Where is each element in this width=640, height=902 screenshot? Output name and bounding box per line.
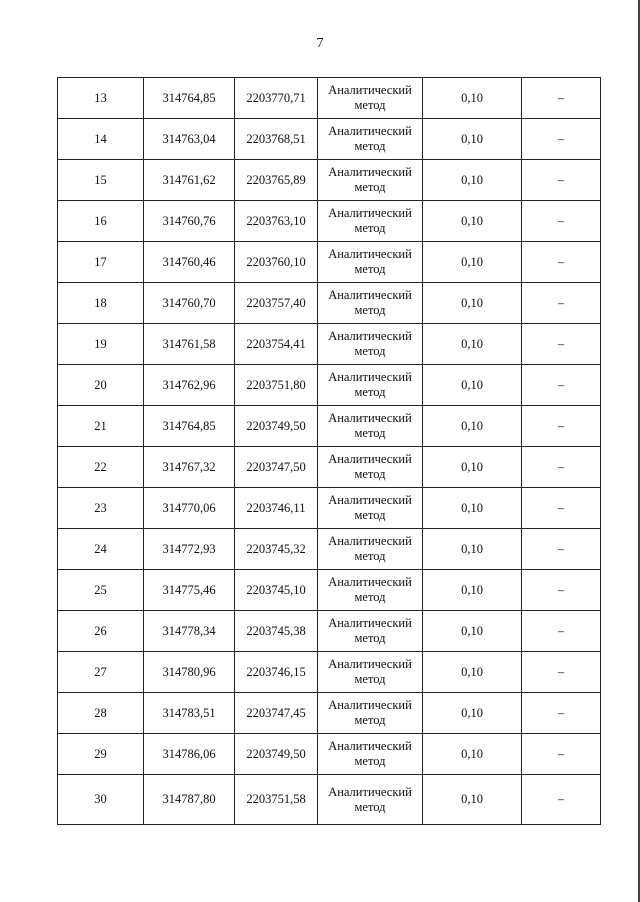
accuracy-cell: 0,10 bbox=[423, 160, 522, 201]
note-cell: – bbox=[522, 652, 601, 693]
method-line-1: Аналитический bbox=[328, 616, 412, 630]
point-number-cell: 27 bbox=[58, 652, 144, 693]
point-number-cell: 13 bbox=[58, 78, 144, 119]
point-number-cell: 30 bbox=[58, 775, 144, 825]
table-row bbox=[58, 242, 601, 283]
note-cell: – bbox=[522, 119, 601, 160]
method-line-1: Аналитический bbox=[328, 247, 412, 261]
page-number: 7 bbox=[316, 36, 324, 51]
method-cell bbox=[318, 160, 423, 201]
note-cell: – bbox=[522, 406, 601, 447]
note-cell: – bbox=[522, 529, 601, 570]
method-line-2: метод bbox=[354, 590, 386, 604]
point-number-cell: 19 bbox=[58, 324, 144, 365]
accuracy-cell: 0,10 bbox=[423, 611, 522, 652]
method-line-2: метод bbox=[354, 139, 386, 153]
method-line-2: метод bbox=[354, 262, 386, 276]
accuracy-cell: 0,10 bbox=[423, 734, 522, 775]
y-coordinate-cell: 2203749,50 bbox=[235, 406, 318, 447]
method-cell bbox=[318, 488, 423, 529]
x-coordinate-cell: 314780,96 bbox=[144, 652, 235, 693]
method-line-1: Аналитический bbox=[328, 534, 412, 548]
accuracy-cell: 0,10 bbox=[423, 529, 522, 570]
table-row bbox=[58, 365, 601, 406]
method-line-2: метод bbox=[354, 426, 386, 440]
method-line-1: Аналитический bbox=[328, 493, 412, 507]
point-number-cell: 24 bbox=[58, 529, 144, 570]
method-cell bbox=[318, 201, 423, 242]
x-coordinate-cell: 314764,85 bbox=[144, 406, 235, 447]
note-cell: – bbox=[522, 201, 601, 242]
accuracy-cell: 0,10 bbox=[423, 693, 522, 734]
point-number-cell: 25 bbox=[58, 570, 144, 611]
note-cell: – bbox=[522, 365, 601, 406]
method-line-2: метод bbox=[354, 180, 386, 194]
x-coordinate-cell: 314787,80 bbox=[144, 775, 235, 825]
method-cell bbox=[318, 119, 423, 160]
table-row bbox=[58, 78, 601, 119]
x-coordinate-cell: 314760,46 bbox=[144, 242, 235, 283]
accuracy-cell: 0,10 bbox=[423, 242, 522, 283]
x-coordinate-cell: 314786,06 bbox=[144, 734, 235, 775]
method-line-1: Аналитический bbox=[328, 575, 412, 589]
x-coordinate-cell: 314763,04 bbox=[144, 119, 235, 160]
note-cell: – bbox=[522, 570, 601, 611]
accuracy-cell: 0,10 bbox=[423, 201, 522, 242]
accuracy-cell: 0,10 bbox=[423, 119, 522, 160]
y-coordinate-cell: 2203746,11 bbox=[235, 488, 318, 529]
point-number-cell: 26 bbox=[58, 611, 144, 652]
table-row bbox=[58, 652, 601, 693]
x-coordinate-cell: 314775,46 bbox=[144, 570, 235, 611]
accuracy-cell: 0,10 bbox=[423, 365, 522, 406]
method-cell bbox=[318, 324, 423, 365]
method-line-1: Аналитический bbox=[328, 657, 412, 671]
method-cell bbox=[318, 652, 423, 693]
method-cell bbox=[318, 447, 423, 488]
x-coordinate-cell: 314783,51 bbox=[144, 693, 235, 734]
note-cell: – bbox=[522, 78, 601, 119]
x-coordinate-cell: 314762,96 bbox=[144, 365, 235, 406]
method-line-2: метод bbox=[354, 549, 386, 563]
method-line-1: Аналитический bbox=[328, 370, 412, 384]
y-coordinate-cell: 2203763,10 bbox=[235, 201, 318, 242]
accuracy-cell: 0,10 bbox=[423, 447, 522, 488]
table-row bbox=[58, 488, 601, 529]
note-cell: – bbox=[522, 242, 601, 283]
method-cell bbox=[318, 529, 423, 570]
accuracy-cell: 0,10 bbox=[423, 652, 522, 693]
accuracy-cell: 0,10 bbox=[423, 406, 522, 447]
method-line-1: Аналитический bbox=[328, 784, 412, 799]
method-line-2: метод bbox=[354, 385, 386, 399]
y-coordinate-cell: 2203757,40 bbox=[235, 283, 318, 324]
point-number-cell: 16 bbox=[58, 201, 144, 242]
table-row bbox=[58, 447, 601, 488]
method-line-2: метод bbox=[354, 754, 386, 768]
method-line-1: Аналитический bbox=[328, 165, 412, 179]
method-line-2: метод bbox=[354, 631, 386, 645]
method-cell bbox=[318, 406, 423, 447]
y-coordinate-cell: 2203751,80 bbox=[235, 365, 318, 406]
method-line-1: Аналитический bbox=[328, 739, 412, 753]
method-line-1: Аналитический bbox=[328, 411, 412, 425]
method-line-2: метод bbox=[354, 344, 386, 358]
y-coordinate-cell: 2203765,89 bbox=[235, 160, 318, 201]
note-cell: – bbox=[522, 283, 601, 324]
x-coordinate-cell: 314772,93 bbox=[144, 529, 235, 570]
accuracy-cell: 0,10 bbox=[423, 78, 522, 119]
y-coordinate-cell: 2203760,10 bbox=[235, 242, 318, 283]
method-line-2: метод bbox=[354, 467, 386, 481]
table-row bbox=[58, 324, 601, 365]
table-row bbox=[58, 160, 601, 201]
point-number-cell: 23 bbox=[58, 488, 144, 529]
accuracy-cell: 0,10 bbox=[423, 283, 522, 324]
note-cell: – bbox=[522, 160, 601, 201]
method-line-2: метод bbox=[354, 713, 386, 727]
y-coordinate-cell: 2203747,50 bbox=[235, 447, 318, 488]
note-cell: – bbox=[522, 734, 601, 775]
x-coordinate-cell: 314767,32 bbox=[144, 447, 235, 488]
point-number-cell: 18 bbox=[58, 283, 144, 324]
point-number-cell: 28 bbox=[58, 693, 144, 734]
y-coordinate-cell: 2203745,38 bbox=[235, 611, 318, 652]
method-line-1: Аналитический bbox=[328, 83, 412, 97]
table-row bbox=[58, 693, 601, 734]
y-coordinate-cell: 2203746,15 bbox=[235, 652, 318, 693]
method-cell bbox=[318, 693, 423, 734]
note-cell: – bbox=[522, 324, 601, 365]
table-row bbox=[58, 283, 601, 324]
x-coordinate-cell: 314764,85 bbox=[144, 78, 235, 119]
x-coordinate-cell: 314778,34 bbox=[144, 611, 235, 652]
coordinates-table-body bbox=[58, 78, 601, 825]
method-cell bbox=[318, 365, 423, 406]
note-cell: – bbox=[522, 775, 601, 825]
method-cell bbox=[318, 283, 423, 324]
accuracy-cell: 0,10 bbox=[423, 324, 522, 365]
method-line-1: Аналитический bbox=[328, 206, 412, 220]
point-number-cell: 15 bbox=[58, 160, 144, 201]
method-cell bbox=[318, 734, 423, 775]
point-number-cell: 14 bbox=[58, 119, 144, 160]
x-coordinate-cell: 314760,70 bbox=[144, 283, 235, 324]
table-row bbox=[58, 406, 601, 447]
y-coordinate-cell: 2203768,51 bbox=[235, 119, 318, 160]
point-number-cell: 29 bbox=[58, 734, 144, 775]
y-coordinate-cell: 2203747,45 bbox=[235, 693, 318, 734]
method-cell bbox=[318, 775, 423, 825]
y-coordinate-cell: 2203751,58 bbox=[235, 775, 318, 825]
note-cell: – bbox=[522, 611, 601, 652]
method-line-2: метод bbox=[354, 303, 386, 317]
method-line-1: Аналитический bbox=[328, 452, 412, 466]
y-coordinate-cell: 2203749,50 bbox=[235, 734, 318, 775]
table-row bbox=[58, 775, 601, 825]
point-number-cell: 22 bbox=[58, 447, 144, 488]
table-row bbox=[58, 570, 601, 611]
x-coordinate-cell: 314760,76 bbox=[144, 201, 235, 242]
table-row bbox=[58, 119, 601, 160]
method-line-2: метод bbox=[354, 98, 386, 112]
method-cell bbox=[318, 78, 423, 119]
point-number-cell: 20 bbox=[58, 365, 144, 406]
method-line-2: метод bbox=[354, 799, 386, 814]
x-coordinate-cell: 314761,58 bbox=[144, 324, 235, 365]
method-line-2: метод bbox=[354, 221, 386, 235]
method-line-2: метод bbox=[354, 672, 386, 686]
point-number-cell: 17 bbox=[58, 242, 144, 283]
table-row bbox=[58, 529, 601, 570]
method-line-1: Аналитический bbox=[328, 698, 412, 712]
coordinates-table bbox=[57, 77, 601, 825]
note-cell: – bbox=[522, 447, 601, 488]
note-cell: – bbox=[522, 488, 601, 529]
y-coordinate-cell: 2203745,32 bbox=[235, 529, 318, 570]
method-line-1: Аналитический bbox=[328, 288, 412, 302]
method-cell bbox=[318, 611, 423, 652]
table-row bbox=[58, 201, 601, 242]
method-line-2: метод bbox=[354, 508, 386, 522]
y-coordinate-cell: 2203745,10 bbox=[235, 570, 318, 611]
y-coordinate-cell: 2203754,41 bbox=[235, 324, 318, 365]
accuracy-cell: 0,10 bbox=[423, 775, 522, 825]
accuracy-cell: 0,10 bbox=[423, 488, 522, 529]
method-line-1: Аналитический bbox=[328, 124, 412, 138]
note-cell: – bbox=[522, 693, 601, 734]
table-row bbox=[58, 611, 601, 652]
method-cell bbox=[318, 242, 423, 283]
table-row bbox=[58, 734, 601, 775]
accuracy-cell: 0,10 bbox=[423, 570, 522, 611]
point-number-cell: 21 bbox=[58, 406, 144, 447]
x-coordinate-cell: 314761,62 bbox=[144, 160, 235, 201]
method-line-1: Аналитический bbox=[328, 329, 412, 343]
x-coordinate-cell: 314770,06 bbox=[144, 488, 235, 529]
method-cell bbox=[318, 570, 423, 611]
y-coordinate-cell: 2203770,71 bbox=[235, 78, 318, 119]
